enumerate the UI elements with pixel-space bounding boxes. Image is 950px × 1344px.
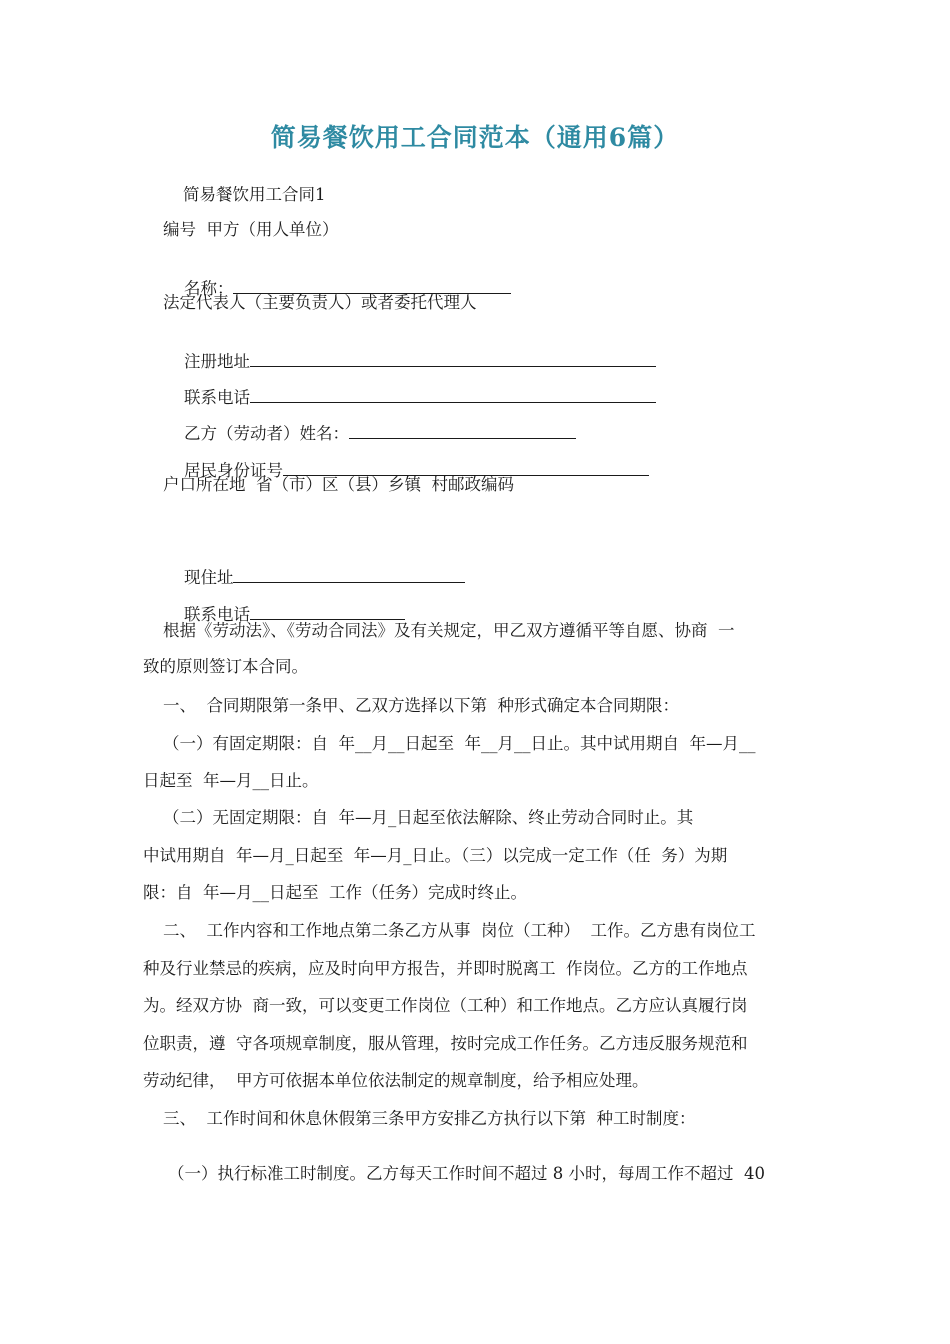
paragraph-line: （二）无固定期限：自 年—月_日起至依法解除、终止劳动合同时止。其 — [163, 808, 694, 827]
current-address-label: 现住址 — [183, 568, 234, 587]
paragraph-line: 位职责，遵 守各项规章制度，服从管理，按时完成工作任务。乙方违反服务规范和 — [143, 1034, 748, 1053]
paragraph-line: 致的原则签订本合同。 — [143, 657, 308, 676]
paragraph-line: （一）有固定期限：自 年__月__日起至 年__月__日止。其中试用期自 年—月__ — [163, 734, 756, 753]
paragraph-line: 种及行业禁忌的疾病，应及时向甲方报告，并即时脱离工 作岗位。乙方的工作地点 — [143, 959, 748, 978]
party-a-label: 编号 甲方（用人单位） — [163, 220, 339, 239]
paragraph-line: 劳动纪律， 甲方可依据本单位依法制定的规章制度，给予相应处理。 — [143, 1071, 649, 1090]
household-line: 户口所在地 省（市）区（县）乡镇 村邮政编码 — [163, 475, 514, 494]
id-number-label: 居民身份证号 — [183, 461, 283, 480]
phone-label-b: 联系电话 — [183, 605, 250, 624]
party-b-name-blank — [349, 423, 576, 439]
section-two-heading: 二、 工作内容和工作地点第二条乙方从事 岗位（工种） 工作。乙方患有岗位工 — [163, 921, 756, 940]
section-three-heading: 三、 工作时间和休息休假第三条甲方安排乙方执行以下第 种工时制度： — [163, 1109, 696, 1128]
document-title: 简易餐饮用工合同范本（通用6篇） — [270, 123, 680, 152]
paragraph-line: 日起至 年—月__日止。 — [143, 771, 319, 790]
phone-label-a: 联系电话 — [183, 388, 250, 407]
address-label: 注册地址 — [183, 352, 250, 371]
paragraph-line: 限：自 年—月__日起至 工作（任务）完成时终止。 — [143, 883, 527, 902]
name-label: 名称： — [183, 279, 234, 298]
section-one-heading: 一、 合同期限第一条甲、乙双方选择以下第 种形式确定本合同期限： — [163, 696, 679, 715]
legal-rep-line: 法定代表人（主要负责人）或者委托代理人 — [163, 293, 477, 312]
contract-heading: 简易餐饮用工合同1 — [183, 185, 326, 204]
paragraph-line: （一）执行标准工时制度。乙方每天工作时间不超过 8 小时，每周工作不超过 40 — [168, 1164, 765, 1183]
paragraph-line: 中试用期自 年—月_日起至 年—月_日止。（三）以完成一定工作（任 务）为期 — [143, 846, 728, 865]
current-address-blank — [233, 567, 465, 583]
phone-blank-b — [250, 604, 405, 620]
party-b-name-label: 乙方（劳动者）姓名： — [183, 424, 349, 443]
paragraph-line: 根据《劳动法》、《劳动合同法》及有关规定，甲乙双方遵循平等自愿、协商 一 — [163, 621, 735, 640]
paragraph-line: 为。经双方协 商一致，可以变更工作岗位（工种）和工作地点。乙方应认真履行岗 — [143, 996, 748, 1015]
